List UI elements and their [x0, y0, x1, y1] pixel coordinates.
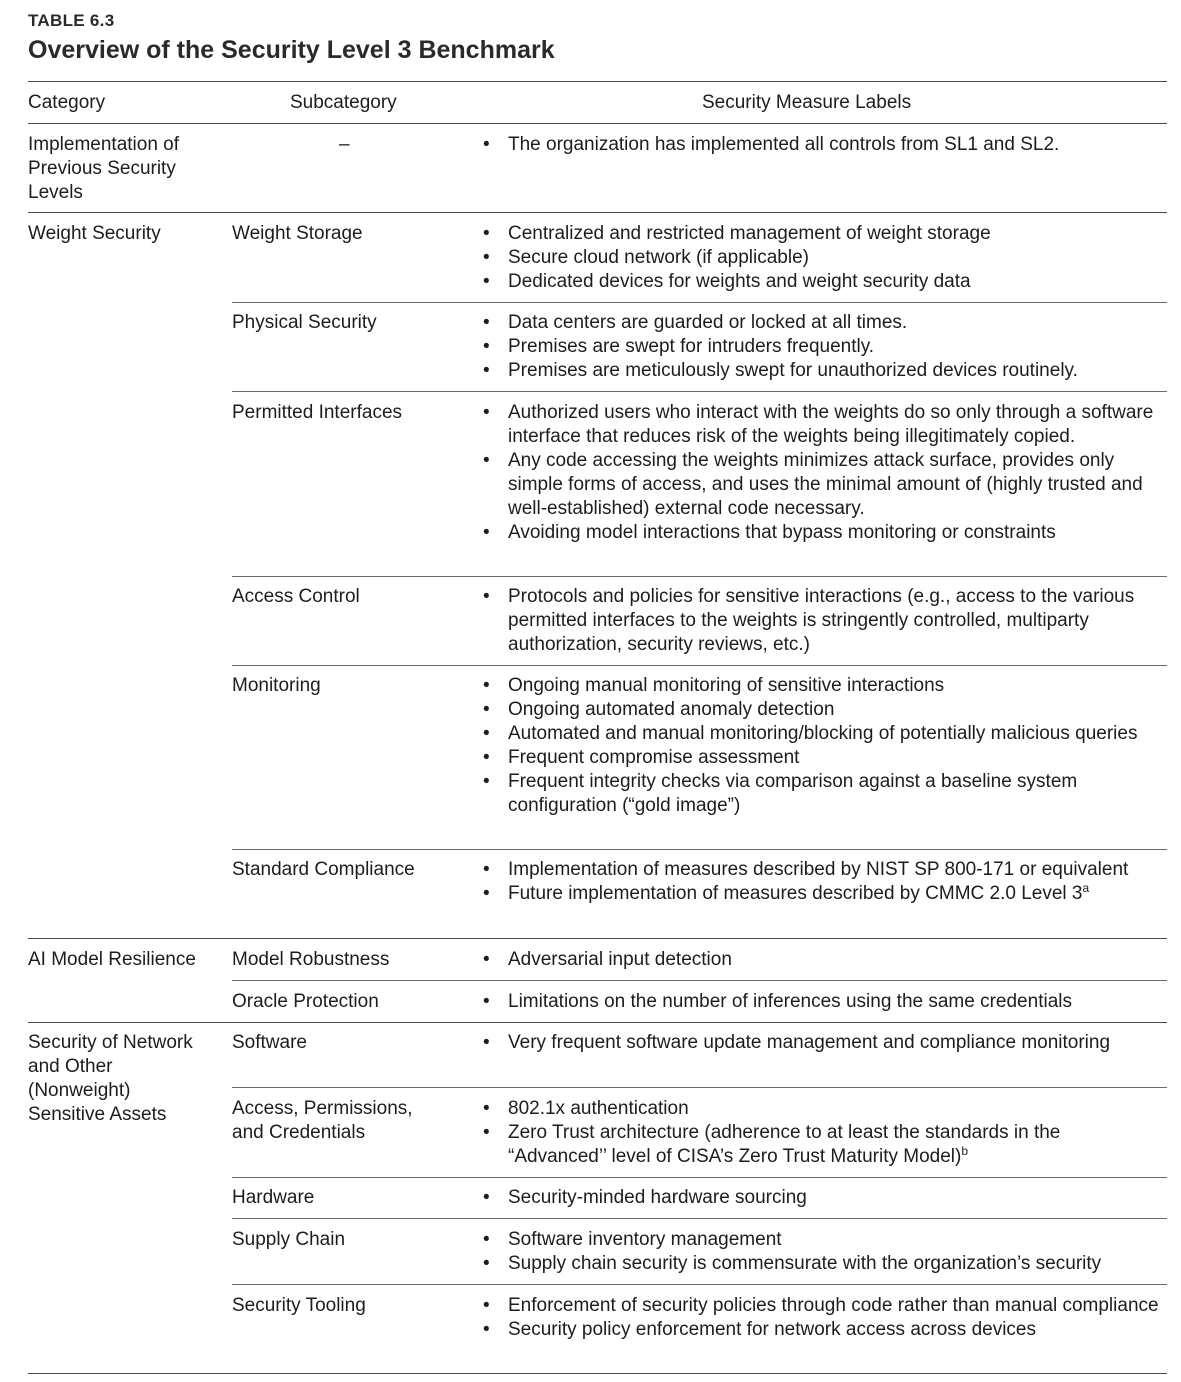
table-label: TABLE 6.3 — [28, 11, 115, 30]
footnote-marker: b — [961, 1144, 969, 1158]
list-item-text: Future implementation of measures described by CMMC 2.0 Level 3 — [508, 883, 1083, 904]
measure-list — [483, 990, 1163, 1014]
list-item: • Avoiding model interactions that bypass monitoring or constraints — [483, 521, 1163, 545]
measure-list — [483, 401, 1163, 545]
measure-list — [483, 1186, 1163, 1210]
section-rule — [28, 1022, 1167, 1023]
list-item: • Premises are swept for intruders frequently. — [483, 335, 1163, 359]
subcategory-access-permissions: Access, Permissions, and Credentials — [232, 1098, 413, 1143]
list-item — [483, 882, 1163, 906]
subcategory-permitted-interfaces: Permitted Interfaces — [232, 402, 403, 423]
list-item: • Authorized users who interact with the weights do so only through a software interface that reduces risk of the weights being illegitimately copied. — [483, 401, 1163, 449]
row-rule — [232, 576, 1167, 577]
list-item: • Software inventory management — [483, 1228, 1163, 1252]
subcategory-software: Software — [232, 1032, 307, 1053]
list-item: • Ongoing automated anomaly detection — [483, 698, 1163, 722]
list-item: • Security policy enforcement for network access across devices — [483, 1318, 1163, 1342]
row-rule — [232, 849, 1167, 850]
section-rule — [28, 938, 1167, 939]
list-item: • Data centers are guarded or locked at all times. — [483, 311, 1163, 335]
list-item: • Implementation of measures described by NIST SP 800-171 or equivalent — [483, 858, 1163, 882]
measure-list — [483, 222, 1163, 294]
list-item: • Premises are meticulously swept for unauthorized devices routinely. — [483, 359, 1163, 383]
row-rule — [232, 665, 1167, 666]
row-rule — [232, 1284, 1167, 1285]
list-item: • Adversarial input detection — [483, 948, 1163, 972]
row-rule — [232, 391, 1167, 392]
list-item: • Enforcement of security policies through code rather than manual compliance — [483, 1294, 1163, 1318]
list-item: • Centralized and restricted management of weight storage — [483, 222, 1163, 246]
row-rule — [232, 1177, 1167, 1178]
category-weight-security: Weight Security — [28, 223, 161, 244]
header-measures: Security Measure Labels — [702, 92, 912, 113]
measure-list — [483, 858, 1163, 906]
row-rule — [232, 980, 1167, 981]
header-category: Category — [28, 92, 106, 113]
list-item: • Ongoing manual monitoring of sensitive interactions — [483, 674, 1163, 698]
list-item: • Secure cloud network (if applicable) — [483, 246, 1163, 270]
subcategory-standard-compliance: Standard Compliance — [232, 859, 415, 880]
section-rule — [28, 212, 1167, 213]
subcategory-security-tooling: Security Tooling — [232, 1295, 366, 1316]
list-item-text: Zero Trust architecture (adherence to at least the standards in the “Advanced’’ level of CISA’s Zero Trust Maturity Model) — [508, 1122, 1061, 1167]
list-item: • Protocols and policies for sensitive interactions (e.g., access to the various permitted interfaces to the weights is stringently controlled, multiparty authorization, security reviews, etc.) — [483, 585, 1163, 657]
top-rule — [28, 81, 1167, 82]
subcategory-access-control: Access Control — [232, 586, 360, 607]
list-item — [483, 1121, 1163, 1169]
measure-list — [483, 1228, 1163, 1276]
measure-list — [483, 674, 1163, 818]
subcategory-hardware: Hardware — [232, 1187, 315, 1208]
header-subcategory: Subcategory — [290, 92, 397, 113]
measure-list — [483, 585, 1163, 657]
category-network-security: Security of Network and Other (Nonweight) Sensitive Assets — [28, 1032, 193, 1125]
measure-list — [483, 133, 1163, 157]
list-item: • Supply chain security is commensurate with the organization’s security — [483, 1252, 1163, 1276]
subcategory-monitoring: Monitoring — [232, 675, 321, 696]
list-item: • Any code accessing the weights minimizes attack surface, provides only simple forms of access, and uses the minimal amount of (highly trusted and well-established) external code necessary. — [483, 449, 1163, 521]
subcategory-none: – — [339, 134, 350, 155]
category-previous-levels: Implementation of Previous Security Levels — [28, 134, 180, 203]
subcategory-supply-chain: Supply Chain — [232, 1229, 346, 1250]
category-ai-model-resilience: AI Model Resilience — [28, 949, 196, 970]
list-item: • Frequent integrity checks via comparison against a baseline system configuration (“gold image”) — [483, 770, 1163, 818]
footnote-marker: a — [1082, 881, 1090, 895]
measure-list — [483, 311, 1163, 383]
list-item: • Limitations on the number of inferences using the same credentials — [483, 990, 1163, 1014]
row-rule — [232, 302, 1167, 303]
bottom-rule — [28, 1373, 1167, 1374]
subcategory-oracle-protection: Oracle Protection — [232, 991, 379, 1012]
table-title: Overview of the Security Level 3 Benchmark — [28, 36, 555, 64]
subcategory-weight-storage: Weight Storage — [232, 223, 363, 244]
measure-list — [483, 948, 1163, 972]
row-rule — [232, 1087, 1167, 1088]
list-item: • Automated and manual monitoring/blocking of potentially malicious queries — [483, 722, 1163, 746]
list-item: • Frequent compromise assessment — [483, 746, 1163, 770]
list-item: • Security-minded hardware sourcing — [483, 1186, 1163, 1210]
measure-list — [483, 1097, 1163, 1169]
list-item: • 802.1x authentication — [483, 1097, 1163, 1121]
measure-list — [483, 1031, 1163, 1055]
subcategory-model-robustness: Model Robustness — [232, 949, 390, 970]
list-item: • Very frequent software update management and compliance monitoring — [483, 1031, 1163, 1055]
header-rule — [28, 123, 1167, 124]
row-rule — [232, 1218, 1167, 1219]
subcategory-physical-security: Physical Security — [232, 312, 377, 333]
measure-list — [483, 1294, 1163, 1342]
list-item: • The organization has implemented all controls from SL1 and SL2. — [483, 133, 1163, 157]
list-item: • Dedicated devices for weights and weight security data — [483, 270, 1163, 294]
